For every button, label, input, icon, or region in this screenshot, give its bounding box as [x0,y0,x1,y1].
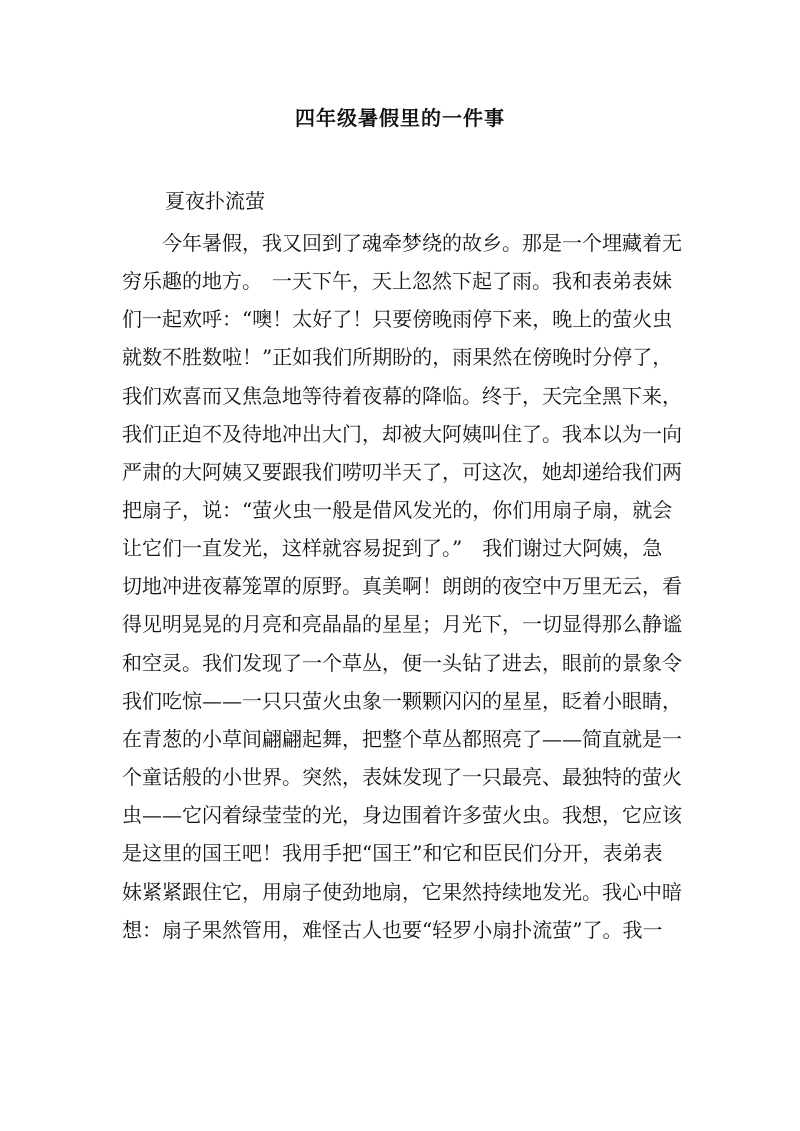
body-line: 就数不胜数啦！”正如我们所期盼的，雨果然在傍晚时分停了， [122,345,673,369]
body-line: 在青葱的小草间翩翩起舞，把整个草丛都照亮了——简直就是一 [122,727,682,751]
body-line: 今年暑假，我又回到了魂牵梦绕的故乡。那是一个埋藏着无 [122,231,682,255]
body-line: 和空灵。我们发现了一个草丛，便一头钻了进去，眼前的景象令 [122,651,682,675]
body-line: 我们正迫不及待地冲出大门，却被大阿姨叫住了。我本以为一向 [122,422,682,446]
body-line: 想：扇子果然管用，难怪古人也要“轻罗小扇扑流萤”了。我一 [122,918,663,942]
body-line: 我们吃惊——一只只萤火虫象一颗颗闪闪的星星，眨着小眼睛， [122,689,682,713]
body-line: 我们欢喜而又焦急地等待着夜幕的降临。终于，天完全黑下来， [122,384,682,408]
body-line: 妹紧紧跟住它，用扇子使劲地扇，它果然持续地发光。我心中暗 [122,880,682,904]
essay-subtitle: 夏夜扑流萤 [165,189,265,213]
body-line: 是这里的国王吧！我用手把“国王”和它和臣民们分开，表弟表 [122,841,663,865]
body-line: 把扇子，说：“萤火虫一般是借风发光的，你们用扇子扇，就会 [122,498,673,522]
body-line: 个童话般的小世界。突然，表妹发现了一只最亮、最独特的萤火 [122,765,682,789]
body-line: 严肃的大阿姨又要跟我们唠叨半天了，可这次，她却递给我们两 [122,460,682,484]
document-title: 四年级暑假里的一件事 [295,106,505,130]
body-line: 让它们一直发光，这样就容易捉到了。” 我们谢过大阿姨，急 [122,536,663,560]
body-line: 得见明晃晃的月亮和亮晶晶的星星；月光下，一切显得那么静谧 [122,612,682,636]
body-line: 虫——它闪着绿莹莹的光，身边围着许多萤火虫。我想，它应该 [122,803,682,827]
body-line: 切地冲进夜幕笼罩的原野。真美啊！朗朗的夜空中万里无云，看 [122,574,682,598]
body-line: 穷乐趣的地方。 一天下午，天上忽然下起了雨。我和表弟表妹 [122,269,672,293]
body-line: 们一起欢呼：“噢！太好了！只要傍晚雨停下来，晚上的萤火虫 [122,307,673,331]
